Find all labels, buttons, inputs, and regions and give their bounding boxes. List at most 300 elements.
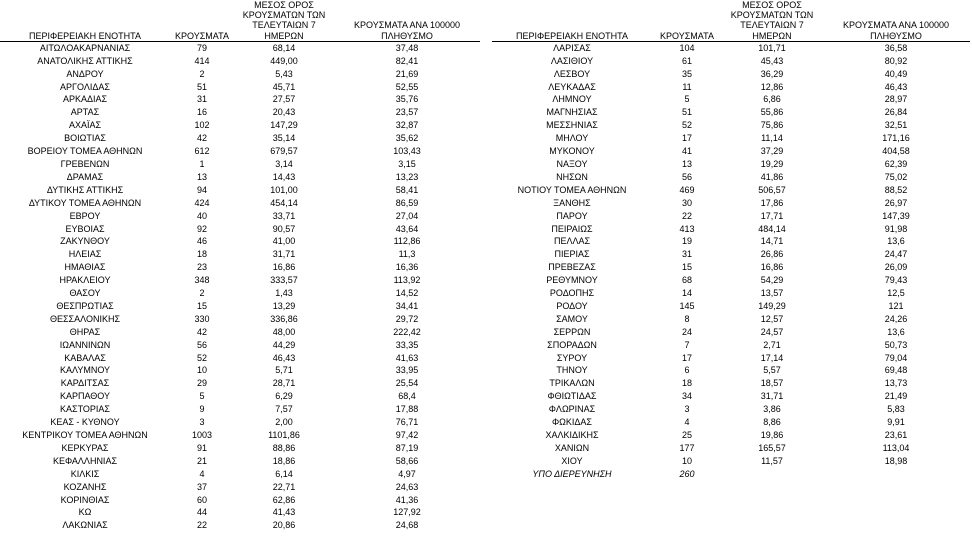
cell-cases: 42 — [196, 133, 207, 144]
cell-region: ΚΕΑΣ - ΚΥΘΝΟΥ — [50, 417, 120, 428]
cell-region: ΞΑΝΘΗΣ — [553, 197, 591, 208]
header-avg7: ΜΕΣΟΣ ΟΡΟΣ ΚΡΟΥΣΜΑΤΩΝ ΤΩΝ ΤΕΛΕΥΤΑΙΩΝ 7 ΗΜΕΡΩΝ — [234, 0, 334, 41]
cell-per100k: 35,62 — [395, 133, 419, 144]
cell-cases: 18 — [196, 249, 207, 260]
table-row — [492, 223, 970, 236]
cell-cases: 14 — [681, 288, 692, 299]
cell-avg7: 75,86 — [760, 120, 784, 131]
cell-region: ΠΕΛΛΑΣ — [553, 236, 591, 247]
cell-per100k: 103,43 — [393, 146, 421, 157]
cell-avg7: 19,86 — [760, 430, 784, 440]
cell-cases: 5 — [199, 391, 205, 402]
cell-per100k: 26,84 — [884, 107, 908, 118]
table-row — [492, 300, 970, 313]
table-row — [0, 261, 480, 274]
cell-cases: 37 — [196, 481, 207, 492]
table-row — [492, 364, 970, 377]
cell-cases: 469 — [679, 184, 695, 195]
cell-avg7: 101,71 — [758, 42, 786, 53]
table-row — [0, 68, 480, 81]
cell-per100k: 32,51 — [884, 120, 908, 131]
header-cases: ΚΡΟΥΣΜΑΤΑ — [170, 0, 234, 41]
cell-per100k: 4,97 — [398, 468, 416, 479]
cell-per100k: 68,4 — [398, 391, 416, 402]
cell-avg7: 13,29 — [272, 300, 296, 311]
cell-region: ΣΕΡΡΩΝ — [553, 326, 591, 337]
cell-cases: 330 — [194, 313, 210, 324]
cell-cases: 413 — [679, 223, 695, 234]
cell-cases: 3 — [199, 417, 205, 428]
cell-avg7: 36,29 — [760, 68, 784, 79]
cell-cases: 8 — [684, 313, 690, 324]
table-row — [0, 403, 480, 416]
table-row — [0, 339, 480, 352]
table-row — [0, 506, 480, 519]
left-table-body — [0, 41, 480, 532]
cell-region: ΗΡΑΚΛΕΙΟΥ — [59, 275, 111, 286]
cell-cases: 23 — [196, 262, 207, 273]
cell-cases: 102 — [194, 120, 210, 131]
cell-region: ΙΩΑΝΝΙΝΩΝ — [59, 339, 111, 350]
table-row — [0, 364, 480, 377]
cell-per100k: 82,41 — [395, 55, 419, 66]
cell-per100k: 24,68 — [395, 520, 419, 531]
cell-region: ΤΗΝΟΥ — [556, 365, 588, 376]
cell-per100k: 112,86 — [393, 236, 421, 247]
cell-avg7: 6,86 — [763, 94, 781, 105]
table-row — [0, 300, 480, 313]
cell-avg7: 5,71 — [275, 365, 293, 376]
cell-avg7: 1101,86 — [268, 430, 300, 440]
cell-per100k: 86,59 — [395, 197, 419, 208]
cell-region: ΚΕΡΚΥΡΑΣ — [61, 442, 109, 453]
cell-avg7: 5,43 — [275, 68, 293, 79]
cell-cases: 424 — [194, 197, 210, 208]
cell-per100k: 121 — [888, 300, 904, 311]
table-row — [492, 429, 970, 442]
cell-region: ΦΘΙΩΤΙΔΑΣ — [547, 391, 597, 402]
cell-region: ΕΥΒΟΙΑΣ — [65, 223, 105, 234]
cell-avg7: 68,14 — [272, 42, 296, 53]
cell-per100k: 32,87 — [395, 120, 419, 131]
table-row — [492, 93, 970, 106]
cell-region: ΘΕΣΣΑΛΟΝΙΚΗΣ — [49, 313, 121, 324]
header-cases: ΚΡΟΥΣΜΑΤΑ — [652, 0, 722, 41]
cell-region: ΗΜΑΘΙΑΣ — [64, 262, 106, 273]
cell-avg7: 45,43 — [760, 55, 784, 66]
cell-avg7: 41,86 — [760, 171, 784, 182]
cell-cases: 31 — [196, 94, 207, 105]
cell-per100k: 40,49 — [884, 68, 908, 79]
cell-region: ΚΕΦΑΛΛΗΝΙΑΣ — [52, 455, 118, 466]
header-region: ΠΕΡΙΦΕΡΕΙΑΚΗ ΕΝΟΤΗΤΑ — [492, 0, 652, 41]
cell-avg7: 2,00 — [275, 417, 293, 428]
cell-cases: 13 — [681, 158, 692, 169]
cell-region: ΑΡΚΑΔΙΑΣ — [62, 94, 108, 105]
cell-avg7: 149,29 — [758, 300, 786, 311]
cell-cases: 7 — [684, 339, 690, 350]
cell-per100k: 23,57 — [395, 107, 419, 118]
left-header-row — [0, 0, 480, 41]
cell-cases: 51 — [196, 81, 207, 92]
cell-per100k: 171,16 — [882, 133, 910, 144]
cell-per100k: 80,92 — [884, 55, 908, 66]
table-row — [0, 184, 480, 197]
cell-per100k: 25,54 — [395, 378, 419, 389]
table-row — [492, 55, 970, 68]
cell-per100k: 33,95 — [395, 365, 419, 376]
cell-cases: 18 — [681, 378, 692, 389]
cell-region: ΠΕΙΡΑΙΩΣ — [551, 223, 593, 234]
cell-cases: 145 — [679, 300, 695, 311]
cell-per100k: 87,19 — [395, 442, 419, 453]
cell-region: ΛΑΡΙΣΑΣ — [553, 42, 591, 53]
cell-per100k: 404,58 — [882, 146, 910, 157]
cell-avg7: 333,57 — [270, 275, 298, 286]
cell-avg7: 3,86 — [763, 404, 781, 415]
cell-region: ΜΗΛΟΥ — [555, 133, 589, 144]
cell-per100k: 16,36 — [395, 262, 419, 273]
header-avg7: ΜΕΣΟΣ ΟΡΟΣ ΚΡΟΥΣΜΑΤΩΝ ΤΩΝ ΤΕΛΕΥΤΑΙΩΝ 7 ΗΜΕΡΩΝ — [722, 0, 822, 41]
table-row — [492, 235, 970, 248]
cell-per100k: 58,41 — [395, 184, 419, 195]
cell-region: ΣΠΟΡΑΔΩΝ — [547, 339, 597, 350]
cell-per100k: 24,63 — [395, 481, 419, 492]
cell-per100k: 69,48 — [884, 365, 908, 376]
cell-avg7: 27,57 — [272, 94, 296, 105]
cell-region: ΚΑΛΥΜΝΟΥ — [59, 365, 111, 376]
cell-avg7: 16,86 — [760, 262, 784, 273]
cell-cases: 24 — [681, 326, 692, 337]
table-row — [0, 274, 480, 287]
cell-region: ΡΟΔΟΥ — [556, 300, 588, 311]
cell-avg7: 19,29 — [760, 158, 784, 169]
cell-per100k: 37,48 — [395, 42, 419, 53]
cell-avg7: 22,71 — [272, 481, 296, 492]
cell-per100k — [822, 468, 970, 481]
cell-per100k: 88,52 — [884, 184, 908, 195]
cell-cases: 92 — [196, 223, 207, 234]
cell-avg7: 449,00 — [270, 55, 298, 66]
cell-region: ΜΥΚΟΝΟΥ — [549, 146, 595, 157]
cell-region: ΛΑΣΙΘΙΟΥ — [550, 55, 594, 66]
cell-cases: 1 — [199, 158, 205, 169]
cell-region: ΑΧΑΪΑΣ — [68, 120, 102, 131]
table-row — [0, 326, 480, 339]
table-row — [0, 235, 480, 248]
cell-per100k: 147,39 — [882, 210, 910, 221]
cell-per100k: 41,63 — [395, 352, 419, 363]
cell-avg7: 7,57 — [275, 404, 293, 415]
cell-per100k: 41,36 — [395, 494, 419, 505]
cell-per100k: 97,42 — [395, 430, 419, 440]
table-row — [0, 248, 480, 261]
cell-region: ΜΑΓΝΗΣΙΑΣ — [546, 107, 598, 118]
cell-region: ΓΡΕΒΕΝΩΝ — [60, 158, 110, 169]
table-row — [492, 261, 970, 274]
table-row — [0, 197, 480, 210]
table-row — [0, 468, 480, 481]
cell-region: ΔΥΤΙΚΟΥ ΤΟΜΕΑ ΑΘΗΝΩΝ — [28, 197, 142, 208]
cell-cases: 4 — [199, 468, 205, 479]
cell-region: ΑΝΑΤΟΛΙΚΗΣ ΑΤΤΙΚΗΣ — [37, 55, 133, 66]
table-row — [492, 313, 970, 326]
cell-avg7: 46,43 — [272, 352, 296, 363]
cell-avg7: 17,14 — [760, 352, 784, 363]
cell-per100k: 14,52 — [395, 288, 419, 299]
cell-region: ΝΟΤΙΟΥ ΤΟΜΕΑ ΑΘΗΝΩΝ — [517, 184, 627, 195]
cell-cases: 2 — [199, 288, 205, 299]
table-row — [0, 93, 480, 106]
undetermined-row — [492, 468, 970, 481]
cell-avg7: 12,86 — [760, 81, 784, 92]
cell-per100k: 127,92 — [393, 507, 421, 518]
cell-cases: 91 — [196, 442, 207, 453]
cell-per100k: 5,83 — [887, 404, 905, 415]
cell-avg7: 6,14 — [275, 468, 293, 479]
cell-region: ΣΥΡΟΥ — [556, 352, 588, 363]
cell-avg7: 41,00 — [272, 236, 296, 247]
cell-region: ΠΡΕΒΕΖΑΣ — [548, 262, 596, 273]
cell-region: ΠΑΡΟΥ — [556, 210, 588, 221]
cell-region: ΔΡΑΜΑΣ — [66, 171, 104, 182]
table-row — [0, 494, 480, 507]
cell-per100k: 21,69 — [395, 68, 419, 79]
table-row — [492, 210, 970, 223]
cell-cases: 79 — [196, 42, 207, 53]
cell-region: ΖΑΚΥΝΘΟΥ — [60, 236, 110, 247]
cell-avg7: 5,57 — [763, 365, 781, 376]
table-row — [0, 313, 480, 326]
cell-cases: 260 — [679, 468, 695, 479]
cell-region: ΛΕΣΒΟΥ — [553, 68, 591, 79]
table-row — [0, 377, 480, 390]
cell-cases: 44 — [196, 507, 207, 518]
cell-avg7: 6,29 — [275, 391, 293, 402]
cell-region: ΒΟΡΕΙΟΥ ΤΟΜΕΑ ΑΘΗΝΩΝ — [27, 146, 143, 157]
table-row — [0, 210, 480, 223]
cell-per100k: 27,04 — [395, 210, 419, 221]
table-row — [492, 158, 970, 171]
cell-cases: 25 — [681, 430, 692, 440]
cell-cases: 52 — [681, 120, 692, 131]
header-per100k: ΚΡΟΥΣΜΑΤΑ ΑΝΑ 100000 ΠΛΗΘΥΣΜΟ — [822, 0, 970, 41]
cell-cases: 15 — [681, 262, 692, 273]
cell-avg7: 11,14 — [761, 133, 783, 144]
cell-cases: 104 — [679, 42, 695, 53]
cell-per100k: 24,47 — [884, 249, 908, 260]
cell-per100k: 18,98 — [884, 455, 908, 466]
right-cases-table — [492, 0, 970, 481]
cell-per100k: 113,92 — [393, 275, 421, 286]
cell-avg7: 454,14 — [270, 197, 298, 208]
cell-region: ΧΙΟΥ — [561, 455, 583, 466]
cell-region: ΚΑΡΔΙΤΣΑΣ — [60, 378, 110, 389]
cell-avg7: 18,86 — [272, 455, 296, 466]
cell-cases: 40 — [196, 210, 207, 221]
cell-region: ΚΕΝΤΡΙΚΟΥ ΤΟΜΕΑ ΑΘΗΝΩΝ — [22, 430, 148, 440]
table-row — [0, 352, 480, 365]
cell-region: ΘΑΣΟΥ — [69, 288, 101, 299]
table-row — [0, 106, 480, 119]
cell-per100k: 33,35 — [395, 339, 419, 350]
cell-cases: 22 — [196, 520, 207, 531]
cell-region: ΗΛΕΙΑΣ — [68, 249, 102, 260]
cell-region: ΘΕΣΠΡΩΤΙΑΣ — [56, 300, 114, 311]
table-row — [492, 442, 970, 455]
cell-per100k: 76,71 — [395, 417, 419, 428]
table-row — [492, 416, 970, 429]
cell-region: ΜΕΣΣΗΝΙΑΣ — [546, 120, 598, 131]
cell-per100k: 91,98 — [884, 223, 908, 234]
cell-cases: 13 — [196, 171, 207, 182]
cell-per100k: 36,58 — [884, 42, 908, 53]
cell-avg7: 31,71 — [272, 249, 296, 260]
cell-per100k: 35,76 — [395, 94, 419, 105]
cell-cases: 10 — [196, 365, 207, 376]
table-row — [492, 184, 970, 197]
cell-region: ΑΝΔΡΟΥ — [66, 68, 104, 79]
table-row — [492, 106, 970, 119]
cell-avg7: 20,43 — [272, 107, 296, 118]
table-row — [492, 326, 970, 339]
table-row — [0, 519, 480, 532]
cell-cases: 52 — [196, 352, 207, 363]
cell-per100k: 46,43 — [884, 81, 908, 92]
cell-avg7: 484,14 — [758, 223, 786, 234]
cell-cases: 4 — [684, 417, 690, 428]
cell-cases: 60 — [196, 494, 207, 505]
table-row — [0, 390, 480, 403]
cell-region: ΑΡΤΑΣ — [70, 107, 100, 118]
cell-avg7: 17,86 — [760, 197, 784, 208]
cell-region: ΘΗΡΑΣ — [69, 326, 101, 337]
cell-per100k: 113,04 — [882, 442, 910, 453]
cell-avg7: 31,71 — [760, 391, 784, 402]
cell-per100k: 26,97 — [884, 197, 908, 208]
cell-cases: 15 — [196, 300, 207, 311]
cell-avg7: 35,14 — [272, 133, 296, 144]
table-row — [0, 429, 480, 442]
cell-region: ΠΙΕΡΙΑΣ — [554, 249, 590, 260]
header-region: ΠΕΡΙΦΕΡΕΙΑΚΗ ΕΝΟΤΗΤΑ — [0, 0, 170, 41]
cell-region: ΑΡΓΟΛΙΔΑΣ — [60, 81, 110, 92]
cell-cases: 1003 — [191, 430, 213, 440]
cell-cases: 3 — [684, 404, 690, 415]
cell-per100k: 12,5 — [887, 288, 905, 299]
cell-per100k: 3,15 — [398, 158, 416, 169]
header-per100k: ΚΡΟΥΣΜΑΤΑ ΑΝΑ 100000 ΠΛΗΘΥΣΜΟ — [334, 0, 480, 41]
cell-cases: 42 — [196, 326, 207, 337]
cell-cases: 17 — [681, 133, 692, 144]
cell-avg7: 506,57 — [758, 184, 786, 195]
table-row — [492, 197, 970, 210]
cell-region: ΦΩΚΙΔΑΣ — [552, 417, 592, 428]
cell-avg7: 41,43 — [272, 507, 296, 518]
cell-cases: 21 — [196, 455, 207, 466]
cell-region: ΛΕΥΚΑΔΑΣ — [548, 81, 596, 92]
cell-region: ΛΑΚΩΝΙΑΣ — [62, 520, 108, 531]
table-row — [492, 68, 970, 81]
table-row — [492, 287, 970, 300]
cell-avg7: 45,71 — [272, 81, 296, 92]
left-cases-table — [0, 0, 480, 532]
cell-region: ΧΑΛΚΙΔΙΚΗΣ — [545, 430, 599, 440]
cell-avg7: 44,29 — [272, 339, 296, 350]
cell-avg7: 90,57 — [272, 223, 296, 234]
cell-avg7: 12,57 — [760, 313, 784, 324]
table-row — [0, 223, 480, 236]
cell-avg7: 62,86 — [272, 494, 296, 505]
cell-cases: 94 — [196, 184, 207, 195]
cell-region: ΥΠΟ ΔΙΕΡΕΥΝΗΣΗ — [532, 468, 612, 479]
cell-per100k: 52,55 — [395, 81, 419, 92]
cell-region: ΧΑΝΙΩΝ — [554, 442, 590, 453]
cell-region: ΝΑΞΟΥ — [556, 158, 588, 169]
cell-region: ΦΛΩΡΙΝΑΣ — [548, 404, 596, 415]
cell-per100k: 79,04 — [884, 352, 908, 363]
cell-region: ΒΟΙΩΤΙΑΣ — [64, 133, 106, 144]
right-header-row — [492, 0, 970, 41]
cell-avg7: 37,29 — [760, 146, 784, 157]
cell-region: ΚΑΣΤΟΡΙΑΣ — [60, 404, 110, 415]
cell-region: ΚΟΡΙΝΘΙΑΣ — [60, 494, 110, 505]
cell-cases: 11 — [682, 81, 692, 92]
table-row — [492, 390, 970, 403]
cell-cases: 348 — [194, 275, 210, 286]
cell-per100k: 43,64 — [395, 223, 419, 234]
cell-cases: 19 — [681, 236, 692, 247]
cell-cases: 22 — [681, 210, 692, 221]
cell-cases: 29 — [196, 378, 207, 389]
cell-cases: 68 — [681, 275, 692, 286]
table-row — [0, 119, 480, 132]
cell-avg7: 13,57 — [760, 288, 784, 299]
cell-cases: 17 — [681, 352, 692, 363]
cell-avg7: 20,86 — [272, 520, 296, 531]
cell-region: ΚΙΛΚΙΣ — [70, 468, 100, 479]
table-row — [492, 352, 970, 365]
cell-avg7: 55,86 — [760, 107, 784, 118]
cell-per100k: 222,42 — [393, 326, 421, 337]
table-row — [0, 145, 480, 158]
cell-avg7 — [722, 468, 822, 481]
cell-region: ΚΟΖΑΝΗΣ — [63, 481, 107, 492]
table-row — [492, 274, 970, 287]
cell-avg7: 24,57 — [760, 326, 784, 337]
cell-per100k: 79,43 — [884, 275, 908, 286]
cell-region: ΚΩ — [78, 507, 92, 518]
table-row — [0, 81, 480, 94]
cell-avg7: 33,71 — [272, 210, 296, 221]
cell-avg7: 14,43 — [272, 171, 296, 182]
cell-region: ΣΑΜΟΥ — [556, 313, 588, 324]
table-row — [492, 171, 970, 184]
cell-per100k: 50,73 — [884, 339, 908, 350]
cell-per100k: 17,88 — [395, 404, 419, 415]
table-row — [492, 41, 970, 54]
cell-region: ΚΑΒΑΛΑΣ — [64, 352, 106, 363]
cell-per100k: 58,66 — [395, 455, 419, 466]
cell-avg7: 11,57 — [761, 455, 783, 466]
cell-cases: 51 — [681, 107, 692, 118]
cell-per100k: 26,09 — [884, 262, 908, 273]
table-row — [492, 81, 970, 94]
cell-region: ΝΗΣΩΝ — [556, 171, 588, 182]
cell-per100k: 13,23 — [395, 171, 419, 182]
cell-avg7: 165,57 — [758, 442, 786, 453]
cell-cases: 10 — [681, 455, 692, 466]
